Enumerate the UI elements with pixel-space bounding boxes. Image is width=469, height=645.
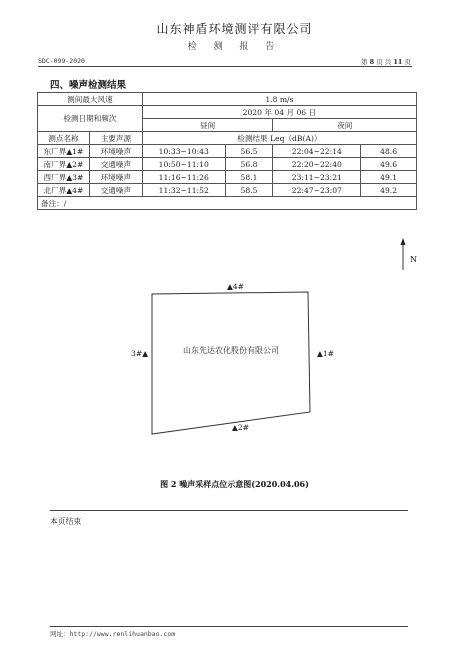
company-name: 山东神盾环境测评有限公司 <box>156 22 313 36</box>
point-1: ▲1# <box>317 349 335 358</box>
north-label: N <box>410 255 417 264</box>
day-label: 昼间 <box>142 119 273 132</box>
max-wind-label: 测间最大风速 <box>38 93 143 106</box>
row-night-value: 49.6 <box>361 158 417 171</box>
page-current: 8 <box>369 58 375 66</box>
page-total: 11 <box>393 58 403 66</box>
table-remark: 备注：/ <box>38 197 417 210</box>
row-night-time: 23:11~23:21 <box>273 171 361 184</box>
row-day-time: 11:32~11:52 <box>142 184 225 197</box>
point-4: ▲4# <box>227 282 245 291</box>
north-arrow <box>401 238 406 270</box>
footer-label: 网址： <box>50 630 70 638</box>
point-3: 3#▲ <box>131 349 149 358</box>
night-label: 夜间 <box>273 119 417 132</box>
row-night-time: 22:04~22:14 <box>273 145 361 158</box>
row-day-value: 58.5 <box>225 184 273 197</box>
footer <box>50 629 175 638</box>
report-subtitle: 检 测 报 告 <box>187 42 282 52</box>
row-night-time: 22:20~22:40 <box>273 158 361 171</box>
row-source: 交通噪声 <box>89 158 142 171</box>
row-night-value: 49.2 <box>361 184 417 197</box>
date-label: 检测日期和频次 <box>38 106 143 132</box>
end-rule <box>50 510 408 511</box>
row-point: 东厂界▲1# <box>38 145 90 158</box>
document-number: SDC-099-2020 <box>38 57 85 65</box>
col-point: 测点名称 <box>38 132 90 145</box>
date-value: 2020 年 04 月 06 日 <box>142 106 416 119</box>
row-day-time: 11:16~11:26 <box>142 171 225 184</box>
figure-caption: 图 2 噪声采样点位示意图(2020.04.06) <box>160 479 309 489</box>
row-point: 北厂界▲4# <box>38 184 90 197</box>
row-point: 南厂界▲2# <box>38 158 90 171</box>
row-night-time: 22:47~23:07 <box>273 184 361 197</box>
row-day-time: 10:33~10:43 <box>142 145 225 158</box>
row-source: 环境噪声 <box>89 171 142 184</box>
row-source: 环境噪声 <box>89 145 142 158</box>
page-mid: 页 共 <box>376 58 392 66</box>
plant-name: 山东先达农化股份有限公司 <box>183 346 279 355</box>
row-point: 西厂界▲3# <box>38 171 90 184</box>
row-day-value: 58.1 <box>225 171 273 184</box>
section-title: 四、噪声检测结果 <box>50 80 127 91</box>
footer-url[interactable]: http://www.renlihuanbao.com <box>69 630 176 638</box>
point-2: ▲2# <box>232 423 250 432</box>
row-day-value: 56.8 <box>225 158 273 171</box>
row-source: 交通噪声 <box>89 184 142 197</box>
end-of-page: 本页结束 <box>50 517 82 526</box>
max-wind-value: 1.8 m/s <box>142 93 416 106</box>
row-night-value: 48.6 <box>361 145 417 158</box>
row-night-value: 49.1 <box>361 171 417 184</box>
col-result: 检测结果 Leq（dB(A)） <box>142 132 416 145</box>
col-source: 主要声源 <box>89 132 142 145</box>
page-suffix: 页 <box>404 58 411 66</box>
page-prefix: 第 <box>361 58 368 66</box>
plant-boundary <box>152 292 310 434</box>
row-day-time: 10:50~11:10 <box>142 158 225 171</box>
footer-rule <box>50 626 408 627</box>
row-day-value: 56.5 <box>225 145 273 158</box>
